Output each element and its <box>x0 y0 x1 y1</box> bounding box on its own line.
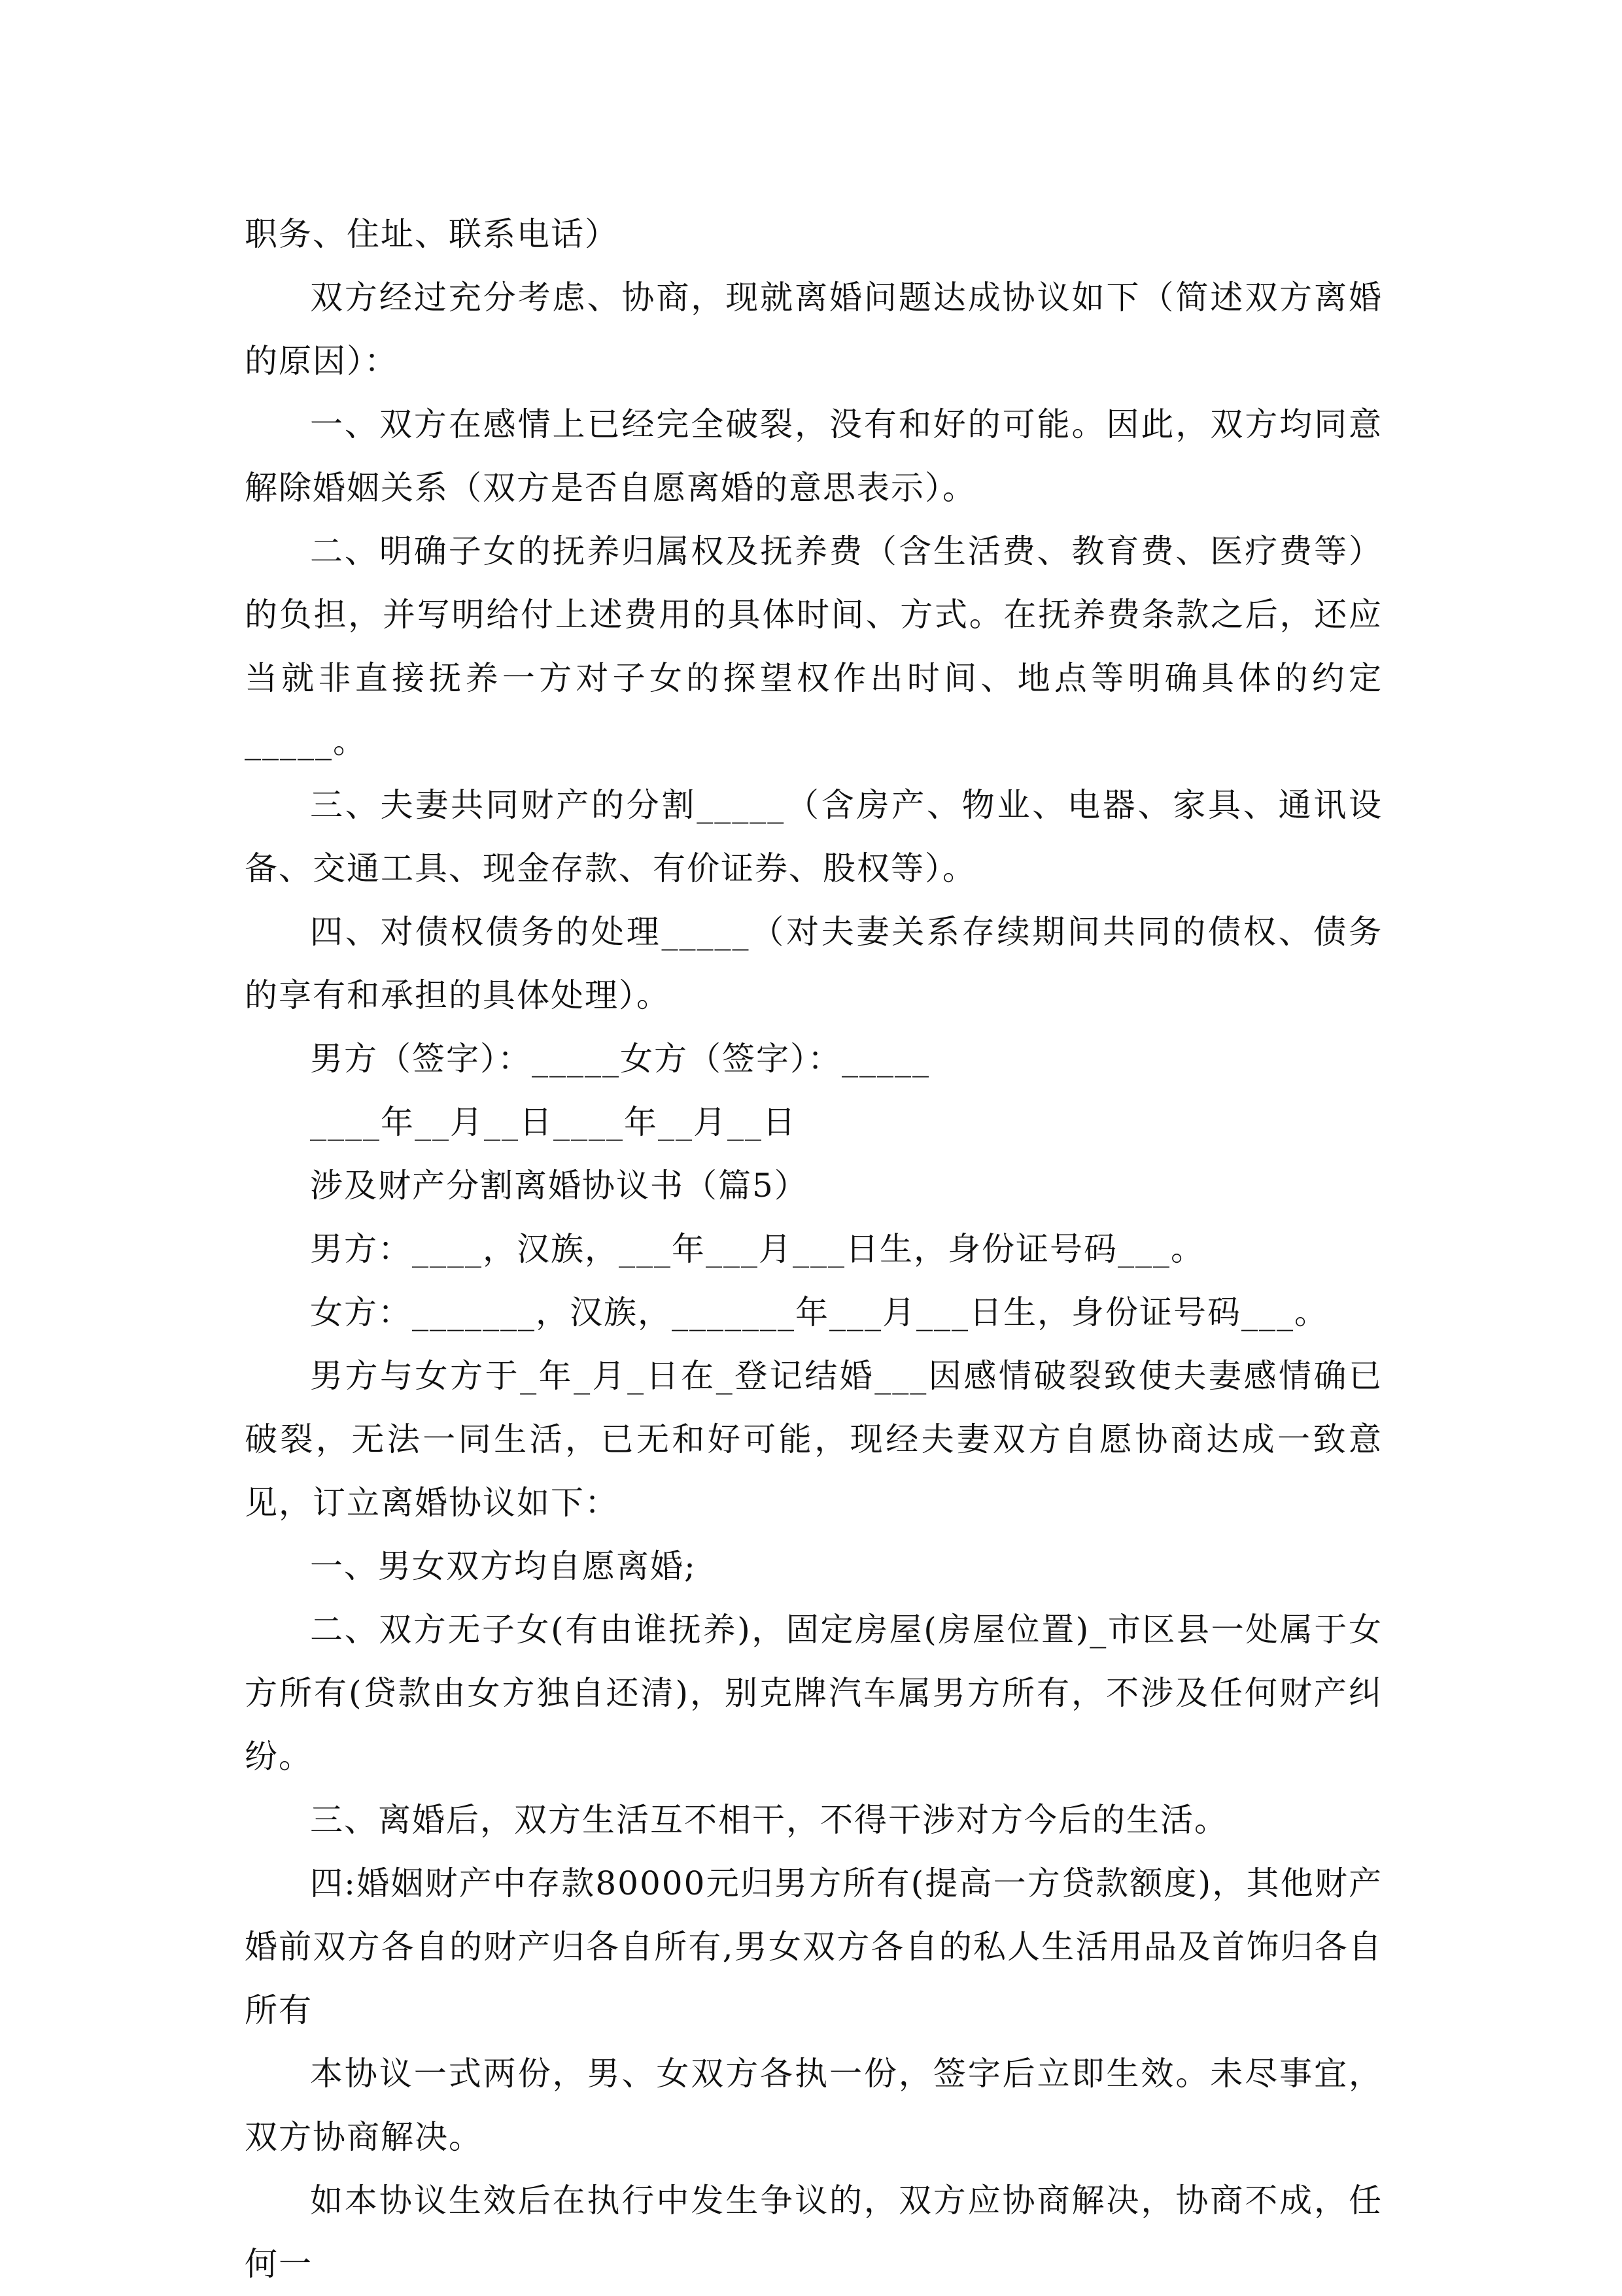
paragraph-5: 三、夫妻共同财产的分割_____（含房产、物业、电器、家具、通讯设备、交通工具、现金存款、有价证券、股权等）。 <box>245 786 1383 887</box>
paragraph-18: 如本协议生效后在执行中发生争议的，双方应协商解决，协商不成，任何一 <box>245 2182 1383 2283</box>
paragraph-16: 四:婚姻财产中存款80000元归男方所有(提高一方贷款额度)，其他财产婚前双方各自的财产归各自所有,男女双方各自的私人生活用品及首饰归各自所有 <box>245 1864 1383 2029</box>
paragraph-13: 一、男女双方均自愿离婚; <box>310 1547 697 1585</box>
paragraph-12: 男方与女方于_年_月_日在_登记结婚___因感情破裂致使夫妻感情确已破裂，无法一同生活，已无和好可能，现经夫妻双方自愿协商达成一致意见，订立离婚协议如下： <box>245 1357 1383 1522</box>
signature-line: 男方（签字）：_____女方（签字）：_____ <box>310 1040 930 1078</box>
paragraph-15: 三、离婚后，双方生活互不相干，不得干涉对方今后的生活。 <box>310 1801 1228 1839</box>
paragraph-17: 本协议一式两份，男、女双方各执一份，签字后立即生效。未尽事宜，双方协商解决。 <box>245 2055 1383 2156</box>
paragraph-2: 双方经过充分考虑、协商，现就离婚问题达成协议如下（简述双方离婚的原因）： <box>245 279 1383 380</box>
male-party-info: 男方：____，汉族，___年___月___日生，身份证号码___。 <box>310 1230 1205 1268</box>
section-title: 涉及财产分割离婚协议书（篇5） <box>310 1167 808 1205</box>
female-party-info: 女方：_______，汉族，_______年___月___日生，身份证号码___。 <box>310 1294 1328 1331</box>
paragraph-3: 一、双方在感情上已经完全破裂，没有和好的可能。因此，双方均同意解除婚姻关系（双方是否自愿离婚的意思表示）。 <box>245 405 1383 507</box>
paragraph-4: 二、明确子女的抚养归属权及抚养费（含生活费、教育费、医疗费等）的负担，并写明给付上述费用的具体时间、方式。在抚养费条款之后，还应当就非直接抚养一方对子女的探望权作出时间、地点等明确具体的约定_____。 <box>245 532 1383 761</box>
paragraph-1: 职务、住址、联系电话） <box>245 215 619 253</box>
paragraph-14: 二、双方无子女(有由谁抚养)，固定房屋(房屋位置)_市区县一处属于女方所有(贷款由女方独自还清)，别克牌汽车属男方所有，不涉及任何财产纠纷。 <box>245 1611 1383 1775</box>
date-line: ____年__月__日____年__月__日 <box>310 1103 797 1141</box>
document-body <box>245 203 1383 2296</box>
paragraph-6: 四、对债权债务的处理_____（对夫妻关系存续期间共同的债权、债务的享有和承担的具体处理）。 <box>245 913 1383 1014</box>
